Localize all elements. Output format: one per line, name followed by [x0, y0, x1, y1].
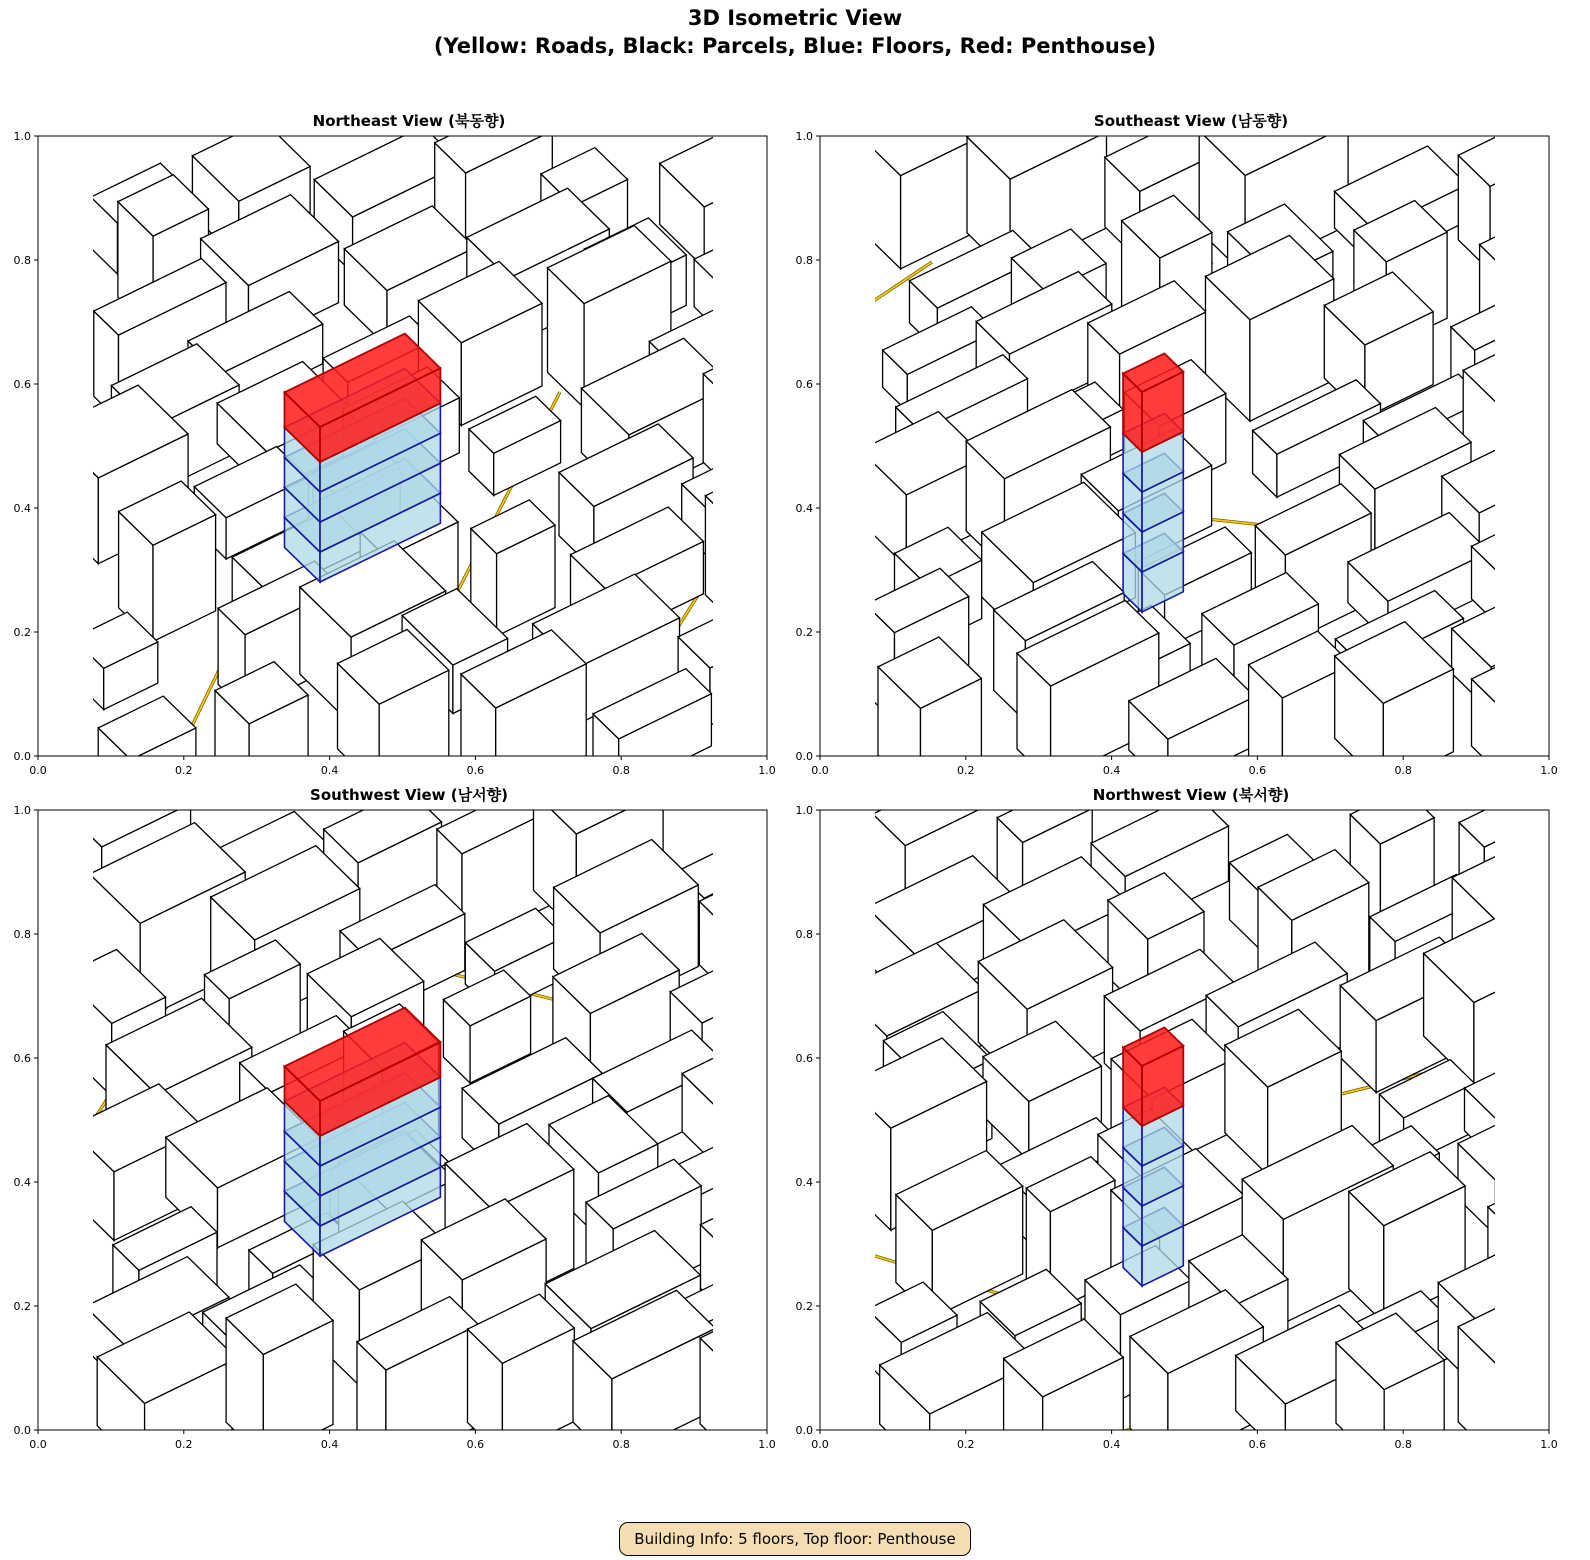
- x-tick-label: 0.0: [29, 764, 47, 777]
- parcel-building-right-face: [1504, 894, 1562, 1019]
- x-tick-label: 0.0: [29, 1438, 47, 1451]
- y-tick-label: 0.8: [13, 254, 31, 267]
- parcel-building-right-face: [715, 472, 780, 563]
- x-tick-label: 0.6: [466, 764, 485, 777]
- parcel-building-right-face: [1507, 548, 1562, 633]
- x-tick-label: 0.4: [1102, 764, 1121, 777]
- x-tick-label: 0.8: [612, 764, 630, 777]
- y-tick-label: 0.4: [795, 1176, 813, 1189]
- parcel-building-right-face: [1484, 794, 1562, 938]
- x-tick-label: 0.6: [1248, 1438, 1267, 1451]
- y-tick-label: 0.6: [795, 1052, 813, 1065]
- y-tick-label: 0.2: [795, 1300, 813, 1313]
- parcel-building-right-face: [1490, 141, 1562, 271]
- y-tick-label: 1.0: [795, 804, 813, 817]
- y-tick-label: 0.4: [795, 502, 813, 515]
- x-tick-label: 0.2: [957, 764, 975, 777]
- parcel-building-right-face: [1526, 1218, 1562, 1313]
- x-tick-label: 0.4: [1102, 1438, 1121, 1451]
- y-tick-label: 0.2: [795, 626, 813, 639]
- y-tick-label: 0.8: [13, 928, 31, 941]
- building-info-box: [619, 1522, 971, 1556]
- y-tick-label: 0.4: [13, 1176, 31, 1189]
- y-tick-label: 0.0: [795, 1424, 813, 1437]
- parcel-building-left-face: [703, 374, 729, 487]
- x-tick-label: 0.8: [612, 1438, 630, 1451]
- panel-southwest: [0, 786, 780, 1476]
- x-tick-label: 0.2: [957, 1438, 975, 1451]
- x-tick-label: 0.0: [811, 1438, 829, 1451]
- building-info-text: Building Info: 5 floors, Top floor: Penthouse: [634, 1530, 956, 1548]
- y-tick-label: 0.0: [13, 1424, 31, 1437]
- parcel-building-right-face: [704, 848, 780, 940]
- parcel-building-right-face: [721, 1062, 780, 1169]
- y-tick-label: 1.0: [795, 130, 813, 143]
- parcel-building-right-face: [1508, 219, 1563, 351]
- parcel-building-top-face: [721, 700, 780, 751]
- parcel-building-left-face: [700, 1338, 735, 1458]
- parcel-building-right-face: [703, 1273, 780, 1384]
- parcel-building-right-face: [729, 243, 780, 342]
- x-tick-label: 0.2: [175, 1438, 193, 1451]
- y-tick-label: 0.8: [795, 928, 813, 941]
- x-tick-label: 0.8: [1394, 1438, 1412, 1451]
- parcel-building-left-face: [705, 496, 746, 635]
- parcel-building-right-face: [1503, 1072, 1562, 1169]
- parcel-building-left-face: [721, 726, 747, 790]
- parcel-building-top-face: [1459, 786, 1562, 847]
- x-tick-label: 0.8: [1394, 764, 1412, 777]
- parcel-building-right-face: [1502, 369, 1562, 497]
- parcel-building-right-face: [746, 491, 780, 635]
- x-tick-label: 0.2: [175, 764, 193, 777]
- figure-title-line2: (Yellow: Roads, Black: Parcels, Blue: Floors, Red: Penthouse): [433, 34, 1157, 58]
- parcel-building-right-face: [747, 726, 780, 789]
- scene-se: [842, 112, 1562, 797]
- parcel-building-right-face: [743, 914, 780, 1008]
- y-tick-label: 0.2: [13, 626, 31, 639]
- y-tick-label: 0.8: [795, 254, 813, 267]
- parcel-building-right-face: [710, 626, 780, 725]
- y-tick-label: 0.0: [13, 750, 31, 763]
- target-building: [1123, 353, 1183, 612]
- plot-northeast: [0, 112, 780, 802]
- parcel-building-right-face: [1496, 1130, 1563, 1235]
- panel-northwest: [782, 786, 1562, 1476]
- figure-title: [0, 4, 1590, 60]
- y-tick-label: 0.4: [13, 502, 31, 515]
- x-tick-label: 0.6: [466, 1438, 485, 1451]
- parcel-building-right-face: [1491, 622, 1562, 712]
- parcel-building-top-face: [1451, 273, 1562, 350]
- scene-nw: [840, 786, 1562, 1473]
- x-tick-label: 0.6: [1248, 764, 1267, 777]
- panel-title-southeast: Southeast View (남동향): [1093, 112, 1289, 130]
- y-tick-label: 0.0: [795, 750, 813, 763]
- figure-title-line1: 3D Isometric View: [687, 6, 903, 30]
- y-tick-label: 0.6: [13, 378, 31, 391]
- y-tick-label: 1.0: [13, 804, 31, 817]
- panel-title-northeast: Northeast View (북동향): [312, 112, 506, 130]
- panel-title-southwest: Southwest View (남서향): [310, 786, 508, 804]
- parcel-building-right-face: [704, 163, 780, 268]
- parcel-building-top-face: [703, 320, 780, 399]
- panel-southeast: [782, 112, 1562, 802]
- x-tick-label: 1.0: [758, 1438, 776, 1451]
- x-tick-label: 0.0: [811, 764, 829, 777]
- plot-northwest: [782, 786, 1562, 1476]
- panel-title-northwest: Northwest View (북서향): [1092, 786, 1290, 804]
- plot-southwest: [0, 786, 780, 1476]
- x-tick-label: 1.0: [758, 764, 776, 777]
- target-building: [1123, 1027, 1183, 1286]
- y-tick-label: 0.2: [13, 1300, 31, 1313]
- x-tick-label: 1.0: [1540, 1438, 1558, 1451]
- scene-ne: [48, 112, 780, 800]
- parcel-building-right-face: [729, 345, 780, 487]
- x-tick-label: 0.4: [320, 1438, 339, 1451]
- y-tick-label: 1.0: [13, 130, 31, 143]
- parcels: [857, 112, 1562, 797]
- x-tick-label: 0.4: [320, 764, 339, 777]
- scene-sw: [63, 786, 780, 1476]
- parcel-building-right-face: [738, 1213, 781, 1324]
- y-tick-label: 0.6: [13, 1052, 31, 1065]
- parcel-building-top-face: [705, 451, 780, 535]
- parcel-building-left-face: [48, 429, 98, 564]
- panel-northeast: [0, 112, 780, 802]
- plot-southeast: [782, 112, 1562, 802]
- y-tick-label: 0.6: [795, 378, 813, 391]
- parcels: [840, 786, 1562, 1473]
- parcel-building-top-face: [1488, 1181, 1562, 1244]
- x-tick-label: 1.0: [1540, 764, 1558, 777]
